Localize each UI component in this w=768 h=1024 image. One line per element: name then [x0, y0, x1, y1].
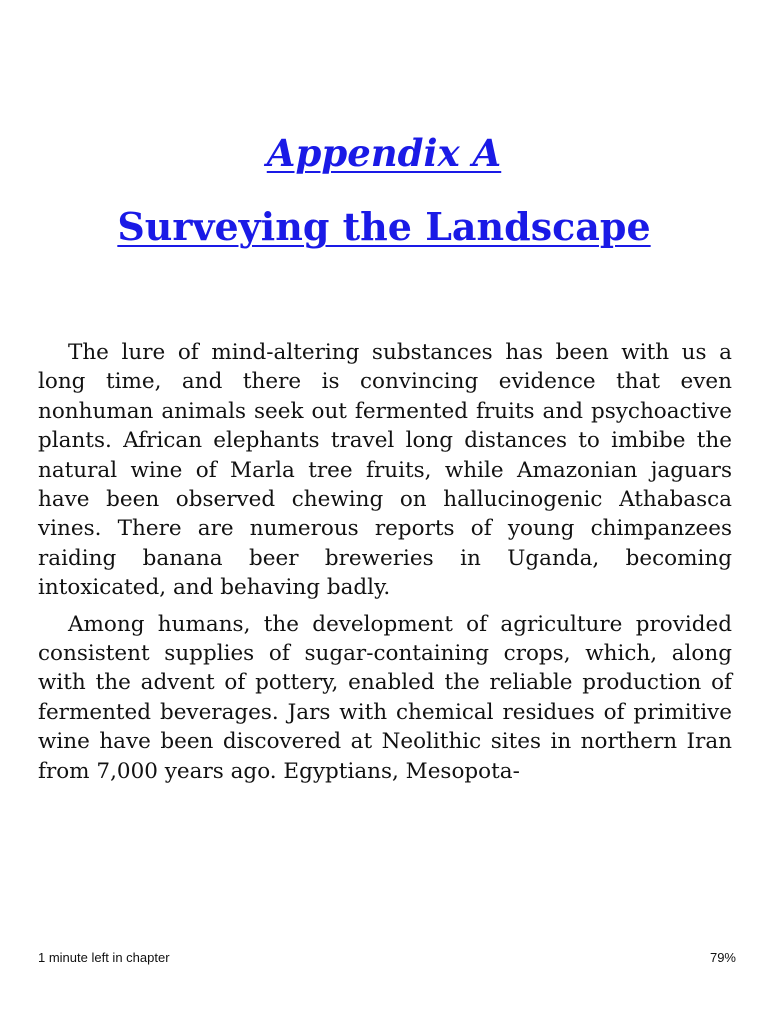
body-text — [38, 338, 732, 793]
paragraph-1: The lure of mind-altering substances has been with us a long time, and there is convincing evidence that even nonhuman animals seek out fermented fruits and psychoactive plants. African elephants travel long distances to imbibe the natural wine of Marla tree fruits, while Amazonian jaguars have been observed chewing on hallucinogenic Athabasca vines. There are numerous reports of young chimpanzees raiding banana beer breweries in Uganda, becoming intoxicated, and behaving badly. — [38, 340, 732, 601]
progress-percent: 79% — [709, 950, 736, 965]
appendix-label[interactable]: Appendix A — [266, 131, 502, 175]
reading-footer — [38, 950, 736, 965]
time-left-label: 1 minute left in chapter — [38, 950, 170, 965]
chapter-title[interactable]: Surveying the Landscape — [117, 204, 651, 249]
paragraph-2: Among humans, the development of agriculture provided consistent supplies of sugar-containing crops, which, along with the advent of pottery, enabled the reliable production of fermented beverages. Jars with chemical residues of primitive wine have been discovered at Neolithic sites in northern Iran from 7,000 years ago. Egyptians, Mesopota- — [38, 611, 732, 784]
